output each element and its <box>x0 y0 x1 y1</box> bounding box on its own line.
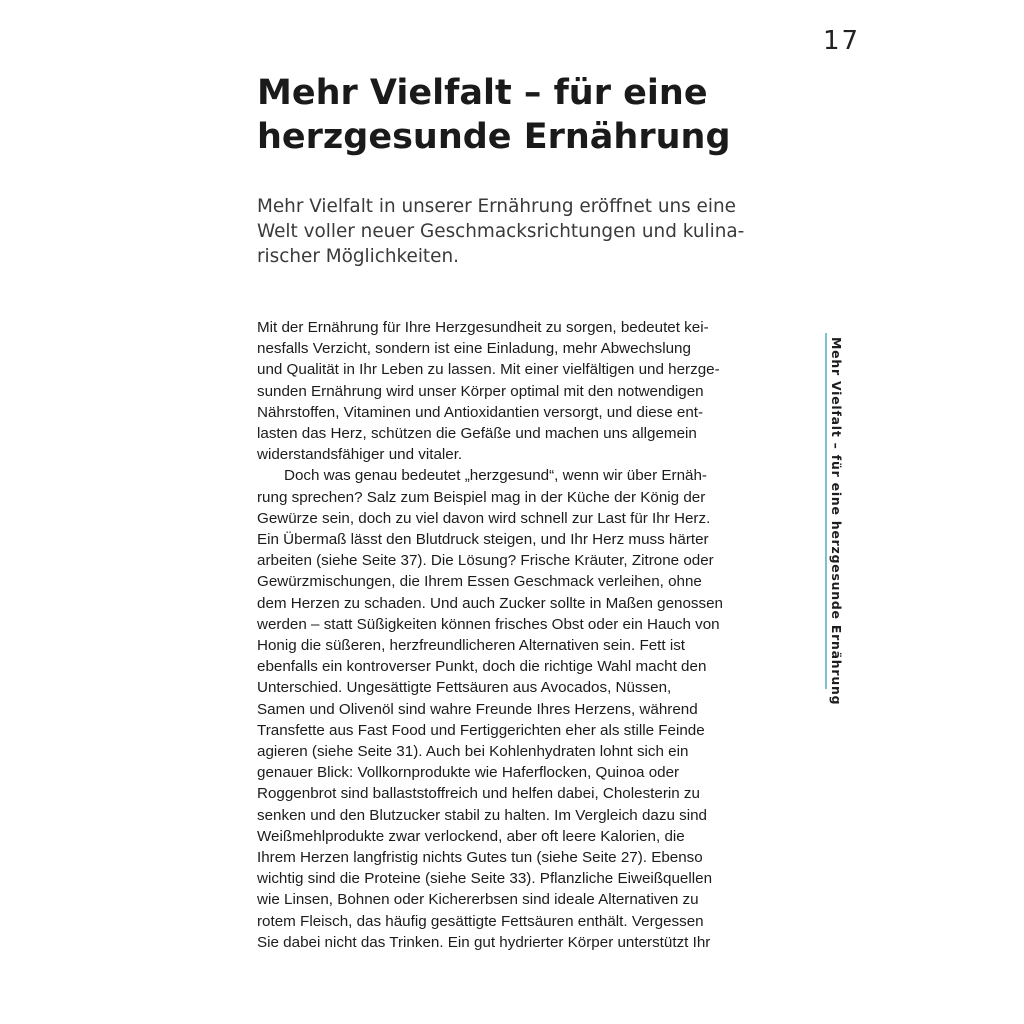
body-line: nesfalls Verzicht, sondern ist eine Einladung, mehr Abwechslung <box>257 340 691 358</box>
body-line: wie Linsen, Bohnen oder Kichererbsen sind ideale Alternativen zu <box>257 891 699 909</box>
body-line: Samen und Olivenöl sind wahre Freunde Ihres Herzens, während <box>257 700 698 718</box>
body-text <box>257 317 777 953</box>
body-line: Unterschied. Ungesättigte Fettsäuren aus Avocados, Nüssen, <box>257 679 672 697</box>
body-line: rotem Fleisch, das häufig gesättigte Fettsäuren enthält. Vergessen <box>257 912 704 930</box>
lead-line: rischer Möglichkeiten. <box>257 246 459 267</box>
body-line: Ein Übermaß lässt den Blutdruck steigen, und Ihr Herz muss härter <box>257 531 709 549</box>
body-line: und Qualität in Ihr Leben zu lassen. Mit einer vielfältigen und herzge- <box>257 361 720 379</box>
body-line: Sie dabei nicht das Trinken. Ein gut hydrierter Körper unterstützt Ihr <box>257 933 711 951</box>
body-line: wichtig sind die Proteine (siehe Seite 33). Pflanzliche Eiweißquellen <box>257 870 713 888</box>
body-line: Ihrem Herzen langfristig nichts Gutes tun (siehe Seite 27). Ebenso <box>257 849 703 867</box>
body-line: dem Herzen zu schaden. Und auch Zucker sollte in Maßen genossen <box>257 594 723 612</box>
body-line: rung sprechen? Salz zum Beispiel mag in der Küche der König der <box>257 488 706 506</box>
body-line: Mit der Ernährung für Ihre Herzgesundheit zu sorgen, bedeutet kei- <box>257 319 709 336</box>
body-line: werden – statt Süßigkeiten können frisches Obst oder ein Hauch von <box>257 615 720 633</box>
body-line: agieren (siehe Seite 31). Auch bei Kohlenhydraten lohnt sich ein <box>257 743 689 761</box>
body-line: lasten das Herz, schützen die Gefäße und machen uns allgemein <box>257 425 697 443</box>
body-line: sunden Ernährung wird unser Körper optimal mit den notwendigen <box>257 382 704 400</box>
body-line: ebenfalls ein kontroverser Punkt, doch die richtige Wahl macht den <box>257 658 707 676</box>
title-line: herzgesunde Ernährung <box>257 117 731 157</box>
lead-line: Welt voller neuer Geschmacksrichtungen und kulina- <box>257 221 745 242</box>
page-title <box>257 71 777 159</box>
body-line: Nährstoffen, Vitaminen und Antioxidantien versorgt, und diese ent- <box>257 403 704 421</box>
body-line: Doch was genau bedeutet „herzgesund“, wenn wir über Ernäh- <box>284 467 707 485</box>
body-line: Honig die süßeren, herzfreundlicheren Alternativen sein. Fett ist <box>257 637 686 655</box>
lead-paragraph <box>257 194 777 269</box>
running-head: Mehr Vielfalt – für eine herzgesunde Ernährung <box>829 337 844 706</box>
body-line: arbeiten (siehe Seite 37). Die Lösung? Frische Kräuter, Zitrone oder <box>257 552 714 570</box>
body-line: Gewürze sein, doch zu viel davon wird schnell zur Last für Ihr Herz. <box>257 509 711 527</box>
body-line: Gewürzmischungen, die Ihrem Essen Geschmack verleihen, ohne <box>257 573 702 591</box>
body-line: genauer Blick: Vollkornprodukte wie Haferflocken, Quinoa oder <box>257 764 680 782</box>
body-line: senken und den Blutzucker stabil zu halten. Im Vergleich dazu sind <box>257 806 707 824</box>
body-line: Weißmehlprodukte zwar verlockend, aber oft leere Kalorien, die <box>257 827 685 845</box>
body-line: Transfette aus Fast Food und Fertiggerichten eher als stille Feinde <box>257 721 705 739</box>
body-line: widerstandsfähiger und vitaler. <box>257 446 463 464</box>
body-line: Roggenbrot sind ballaststoffreich und helfen dabei, Cholesterin zu <box>257 785 700 803</box>
lead-line: Mehr Vielfalt in unserer Ernährung eröffnet uns eine <box>257 196 736 217</box>
title-line: Mehr Vielfalt – für eine <box>257 73 708 113</box>
page-number: 17 <box>823 26 861 56</box>
